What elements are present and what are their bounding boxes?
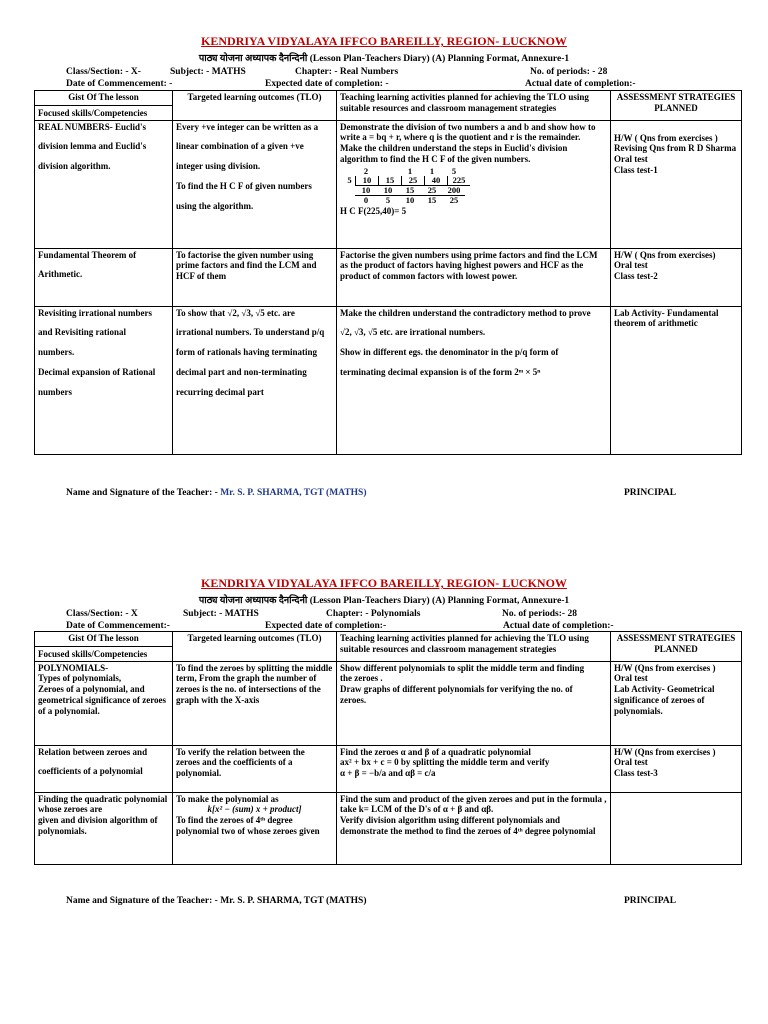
- euclid-division-steps: [344, 167, 607, 205]
- lesson-plan-real-numbers: [0, 34, 768, 91]
- table-row: [35, 120, 742, 248]
- meta-row-1: [0, 609, 768, 621]
- gist-line: division lemma and Euclid's: [38, 141, 147, 152]
- subject: Subject: - MATHS: [170, 67, 246, 77]
- quotient: 5: [451, 165, 457, 176]
- activity-line: Show different polynomials to split the middle term and finding: [340, 662, 585, 673]
- principal-label: PRINCIPAL: [624, 488, 677, 498]
- header-activities: Teaching learning activities planned for achieving the TLO using suitable resources and classroom management strategies: [337, 632, 611, 662]
- product: 10: [377, 186, 399, 196]
- quotient: 1: [407, 165, 413, 176]
- teacher-signature: [66, 896, 367, 906]
- meta-row-1: [0, 67, 768, 79]
- hcf-result: H C F(225,40)= 5: [340, 206, 407, 217]
- teacher-name: Mr. S. P. SHARMA, TGT (MATHS): [220, 488, 367, 498]
- assessment-line: H/W ( Qns from exercises): [614, 249, 716, 260]
- activity-line: zeroes.: [340, 694, 367, 705]
- divisor: 5: [347, 174, 352, 185]
- assessment-line: Oral test: [614, 154, 648, 165]
- tlo-line: decimal part and non-terminating: [176, 366, 307, 377]
- gist-line: Fundamental Theorem of: [38, 249, 137, 260]
- remainder: 0: [363, 194, 369, 205]
- tlo-line: To find the H C F of given numbers: [176, 180, 312, 191]
- signature-label: Name and Signature of the Teacher: -: [66, 896, 221, 906]
- chapter: Chapter: - Real Numbers: [295, 67, 399, 77]
- table-row: [35, 661, 742, 745]
- tlo-line: To show that √2, √3, √5 etc. are: [176, 307, 295, 318]
- header-gist: Gist Of The lesson: [68, 633, 139, 643]
- teacher-name: Mr. S. P. SHARMA, TGT (MATHS): [220, 896, 367, 906]
- assessment-line: Class test-3: [614, 768, 658, 779]
- gist-line: division algorithm.: [38, 161, 111, 172]
- header-assessment: ASSESSMENT STRATEGIES PLANNED: [611, 91, 742, 121]
- actual-date-of-completion: Actual date of completion:-: [503, 621, 614, 631]
- quotient: 2: [363, 165, 369, 176]
- tlo-line: using the algorithm.: [176, 200, 254, 211]
- header-activities: Teaching learning activities planned for achieving the TLO using suitable resources and classroom management strategies: [337, 91, 611, 121]
- gist-line: coefficients of a polynomial: [38, 766, 143, 777]
- header-tlo: Targeted learning outcomes (TLO): [173, 91, 337, 121]
- dividend: 15: [378, 176, 401, 186]
- actual-date-of-completion: Actual date of completion:-: [525, 79, 636, 89]
- date-of-commencement: Date of Commencement: -: [66, 79, 173, 89]
- activity-line: Factorise the given numbers using prime factors and find the LCM as the product of factors having highest powers and HCF as the product of common factors with lowest power.: [340, 249, 598, 282]
- plan-table-real-numbers: [34, 90, 742, 455]
- tlo-line: To make the polynomial as: [176, 793, 279, 804]
- gist-line: Revisiting irrational numbers: [38, 307, 152, 318]
- dividend: 225: [447, 176, 470, 186]
- school-title: KENDRIYA VIDYALAYA IFFCO BAREILLY, REGION- LUCKNOW: [201, 34, 567, 48]
- tlo-line: prime factors and find the LCM and: [176, 260, 317, 271]
- plan-subtitle: पाठ्य योजना अध्यापक दैनन्दिनी (Lesson Plan-Teachers Diary) (A) Planning Format, Annexure-1: [198, 596, 570, 606]
- remainder: 10: [405, 194, 415, 205]
- plan-subtitle: पाठ्य योजना अध्यापक दैनन्दिनी (Lesson Plan-Teachers Diary) (A) Planning Format, Annexure-1: [198, 54, 570, 64]
- signature-label: Name and Signature of the Teacher: -: [66, 488, 221, 498]
- assessment-empty: [611, 792, 742, 864]
- gist-line: Zeroes of a polynomial, and geometrical significance of zeroes of a polynomial.: [38, 684, 167, 716]
- tlo-line: Every +ve integer can be written as a: [176, 121, 319, 132]
- gist-line: given and division algorithm of: [38, 815, 158, 826]
- gist-line: numbers: [38, 386, 73, 397]
- dividend: 10: [355, 176, 378, 186]
- activity-line: the zeroes .: [340, 673, 383, 684]
- tlo-line: To factorise the given number using: [176, 249, 314, 260]
- gist-line: Relation between zeroes and: [38, 746, 148, 757]
- no-of-periods: No. of periods: - 28: [530, 67, 608, 77]
- tlo-line: To verify the relation between the: [176, 746, 305, 757]
- header-focused: Focused skills/Competencies: [35, 105, 172, 119]
- assessment-line: H/W ( Qns from exercises ): [614, 132, 718, 143]
- dividend: 25: [401, 176, 424, 186]
- activity-line: ax² + bx + c = 0 by splitting the middle term and verify: [340, 757, 550, 768]
- activity-line: Verify division algorithm using different polynomials and demonstrate the method to find the zeroes of 4ᵗʰ degree polynomial: [340, 815, 596, 836]
- gist-line: Arithmetic.: [38, 269, 83, 280]
- gist-line: REAL NUMBERS- Euclid's: [38, 121, 147, 132]
- activity-line: Demonstrate the division of two numbers a and b and show how to write a = bq + r, where q is the quotient and r is the remainder.: [340, 121, 596, 143]
- remainder: 5: [385, 194, 391, 205]
- expected-date-of-completion: Expected date of completion:-: [265, 621, 387, 631]
- tlo-line: zeroes and the coefficients of a polynomial.: [176, 757, 293, 779]
- tlo-line: k[x² − (sum) x + product]: [207, 804, 302, 815]
- assessment-line: Oral test: [614, 260, 648, 271]
- tlo-line: To find the zeroes of 4ᵗʰ degree polynomial two of whose zeroes given: [176, 815, 320, 836]
- gist-line: Types of polynomials,: [38, 673, 122, 684]
- tlo-line: integer using division.: [176, 161, 261, 172]
- activity-line: α + β = −b/a and αβ = c/a: [340, 768, 436, 779]
- activity-line: √2, √3, √5 etc. are irrational numbers.: [340, 327, 486, 338]
- lesson-plan-polynomials: [0, 576, 768, 633]
- product: 15: [399, 186, 421, 196]
- gist-line: and Revisiting rational: [38, 327, 127, 338]
- table-header: [35, 91, 742, 121]
- product: 200: [443, 186, 465, 196]
- activity-line: Draw graphs of different polynomials for verifying the no. of: [340, 684, 573, 695]
- gist-line: Decimal expansion of Rational: [38, 366, 156, 377]
- gist-line: polynomials.: [38, 825, 87, 836]
- no-of-periods: No. of periods:- 28: [502, 609, 577, 619]
- subject: Subject: - MATHS: [183, 609, 259, 619]
- table-row: [35, 745, 742, 792]
- table-row: [35, 306, 742, 454]
- assessment-line: Class test-2: [614, 271, 658, 282]
- assessment-line: Lab Activity- Geometrical significance of zeroes of polynomials.: [614, 684, 715, 716]
- activity-line: Show in different egs. the denominator in the p/q form of: [340, 347, 559, 358]
- assessment-line: Revising Qns from R D Sharma: [614, 143, 737, 154]
- teacher-signature: [66, 488, 367, 498]
- assessment-line: Lab Activity- Fundamental theorem of arithmetic: [614, 307, 719, 329]
- quotient: 1: [429, 165, 435, 176]
- tlo-line: irrational numbers. To understand p/q: [176, 327, 325, 338]
- plan-table-polynomials: [34, 631, 742, 865]
- assessment-line: Oral test: [614, 757, 648, 768]
- assessment-line: H/W (Qns from exercises ): [614, 746, 716, 757]
- table-row: [35, 792, 742, 864]
- gist-line: Finding the quadratic polynomial whose zeroes are: [38, 793, 168, 815]
- assessment-line: Oral test: [614, 673, 648, 684]
- gist-line: numbers.: [38, 347, 75, 358]
- date-of-commencement: Date of Commencement:-: [66, 621, 170, 631]
- class-section: Class/Section: - X: [66, 609, 138, 619]
- tlo-line: recurring decimal part: [176, 386, 264, 397]
- remainder: 15: [427, 194, 437, 205]
- tlo-line: To find the zeroes by splitting the middle term, From the graph the number of zeroes is the no. of intersections of the graph with the X-axis: [176, 662, 333, 705]
- school-title: KENDRIYA VIDYALAYA IFFCO BAREILLY, REGION- LUCKNOW: [201, 576, 567, 590]
- tlo-line: linear combination of a given +ve: [176, 141, 304, 152]
- remainder: 25: [449, 194, 459, 205]
- chapter: Chapter: - Polynomials: [326, 609, 421, 619]
- header-tlo: Targeted learning outcomes (TLO): [173, 632, 337, 662]
- gist-line: POLYNOMIALS-: [38, 662, 109, 673]
- activity-line: Find the zeroes α and β of a quadratic polynomial: [340, 746, 531, 757]
- tlo-line: form of rationals having terminating: [176, 347, 317, 358]
- table-header: [35, 632, 742, 662]
- class-section: Class/Section: - X-: [66, 67, 141, 77]
- product: 10: [355, 186, 377, 196]
- assessment-line: H/W (Qns from exercises ): [614, 662, 716, 673]
- table-row: [35, 248, 742, 306]
- assessment-line: Class test-1: [614, 164, 658, 175]
- activity-line: Find the sum and product of the given zeroes and put in the formula , take k= LCM of the D's of α + β and αβ.: [340, 793, 607, 815]
- expected-date-of-completion: Expected date of completion: -: [265, 79, 389, 89]
- header-gist: Gist Of The lesson: [68, 92, 139, 102]
- tlo-line: HCF of them: [176, 271, 227, 282]
- activity-line: Make the children understand the contradictory method to prove: [340, 307, 591, 318]
- product: 25: [421, 186, 443, 196]
- activity-line: Make the children understand the steps in Euclid's division algorithm to find the H C F of the given numbers.: [340, 143, 568, 164]
- header-focused: Focused skills/Competencies: [35, 646, 172, 660]
- dividend: 40: [424, 176, 447, 186]
- header-assessment: ASSESSMENT STRATEGIES PLANNED: [611, 632, 742, 662]
- principal-label: PRINCIPAL: [624, 896, 677, 906]
- activity-line: terminating decimal expansion is of the form 2ᵐ × 5ⁿ: [340, 366, 541, 377]
